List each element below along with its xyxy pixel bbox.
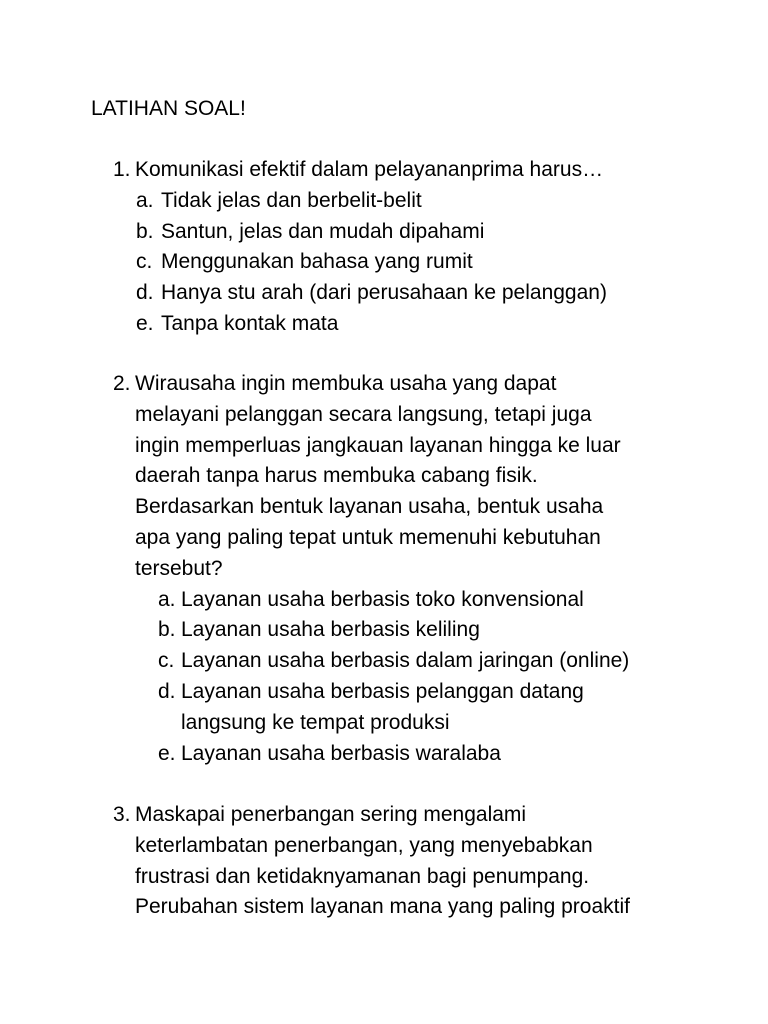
option-d [136, 278, 607, 309]
question-line: daerah tanpa harus membuka cabang fisik. [135, 464, 538, 488]
option-text: Layanan usaha berbasis pelanggan datang [181, 680, 584, 703]
option-text: Tanpa kontak mata [161, 312, 339, 335]
option-text: Santun, jelas dan mudah dipahami [161, 219, 485, 243]
question-line: apa yang paling tepat untuk memenuhi kebutuhan [135, 525, 601, 549]
option-letter: e. [158, 741, 176, 765]
question-line: tersebut? [135, 556, 223, 580]
option-b [136, 217, 485, 248]
option-e [158, 739, 501, 770]
option-d [158, 677, 584, 708]
option-letter: a. [136, 188, 154, 212]
option-text: Tidak jelas dan berbelit-belit [161, 188, 422, 212]
question-line: Berdasarkan bentuk layanan usaha, bentuk usaha [135, 495, 604, 519]
option-letter: c. [158, 649, 175, 673]
option-e [136, 309, 339, 340]
option-b [158, 615, 480, 646]
option-letter: c. [136, 250, 153, 274]
option-text: Layanan usaha berbasis dalam jaringan (online) [181, 649, 630, 673]
option-text: Layanan usaha berbasis keliling [181, 618, 480, 642]
option-c [136, 247, 473, 278]
option-letter: a. [158, 587, 176, 611]
question-number: 2. [113, 372, 131, 395]
question-line: Perubahan sistem layanan mana yang paling proaktif [135, 895, 630, 919]
question-line: Maskapai penerbangan sering mengalami [135, 803, 527, 826]
option-c [158, 646, 630, 677]
option-letter: b. [158, 618, 176, 642]
question-number: 1. [113, 158, 131, 181]
option-a [158, 585, 584, 616]
question-text [135, 155, 695, 186]
question-line: melayani pelanggan secara langsung, tetapi juga [135, 402, 592, 426]
question-line: Komunikasi efektif dalam pelayananprima harus… [135, 158, 604, 181]
question-line: keterlambatan penerbangan, yang menyebabkan [135, 833, 593, 857]
question-line: Wirausaha ingin membuka usaha yang dapat [135, 372, 557, 395]
option-letter: d. [158, 680, 176, 703]
option-text: langsung ke tempat produksi [181, 710, 450, 734]
option-text: Menggunakan bahasa yang rumit [161, 250, 473, 274]
option-text: Hanya stu arah (dari perusahaan ke pelanggan) [161, 281, 607, 305]
option-text: Layanan usaha berbasis waralaba [181, 741, 501, 765]
question-text [135, 369, 695, 585]
option-letter: b. [136, 219, 154, 243]
option-a [136, 186, 422, 217]
option-letter: e. [136, 312, 154, 335]
option-letter: d. [136, 281, 154, 305]
question-number: 3. [113, 803, 131, 826]
question-line: frustrasi dan ketidaknyamanan bagi penumpang. [135, 864, 590, 888]
option-text: Layanan usaha berbasis toko konvensional [181, 587, 584, 611]
question-line: ingin memperluas jangkauan layanan hingga ke luar [135, 433, 621, 457]
question-text [135, 800, 695, 923]
page-title: LATIHAN SOAL! [91, 97, 246, 120]
